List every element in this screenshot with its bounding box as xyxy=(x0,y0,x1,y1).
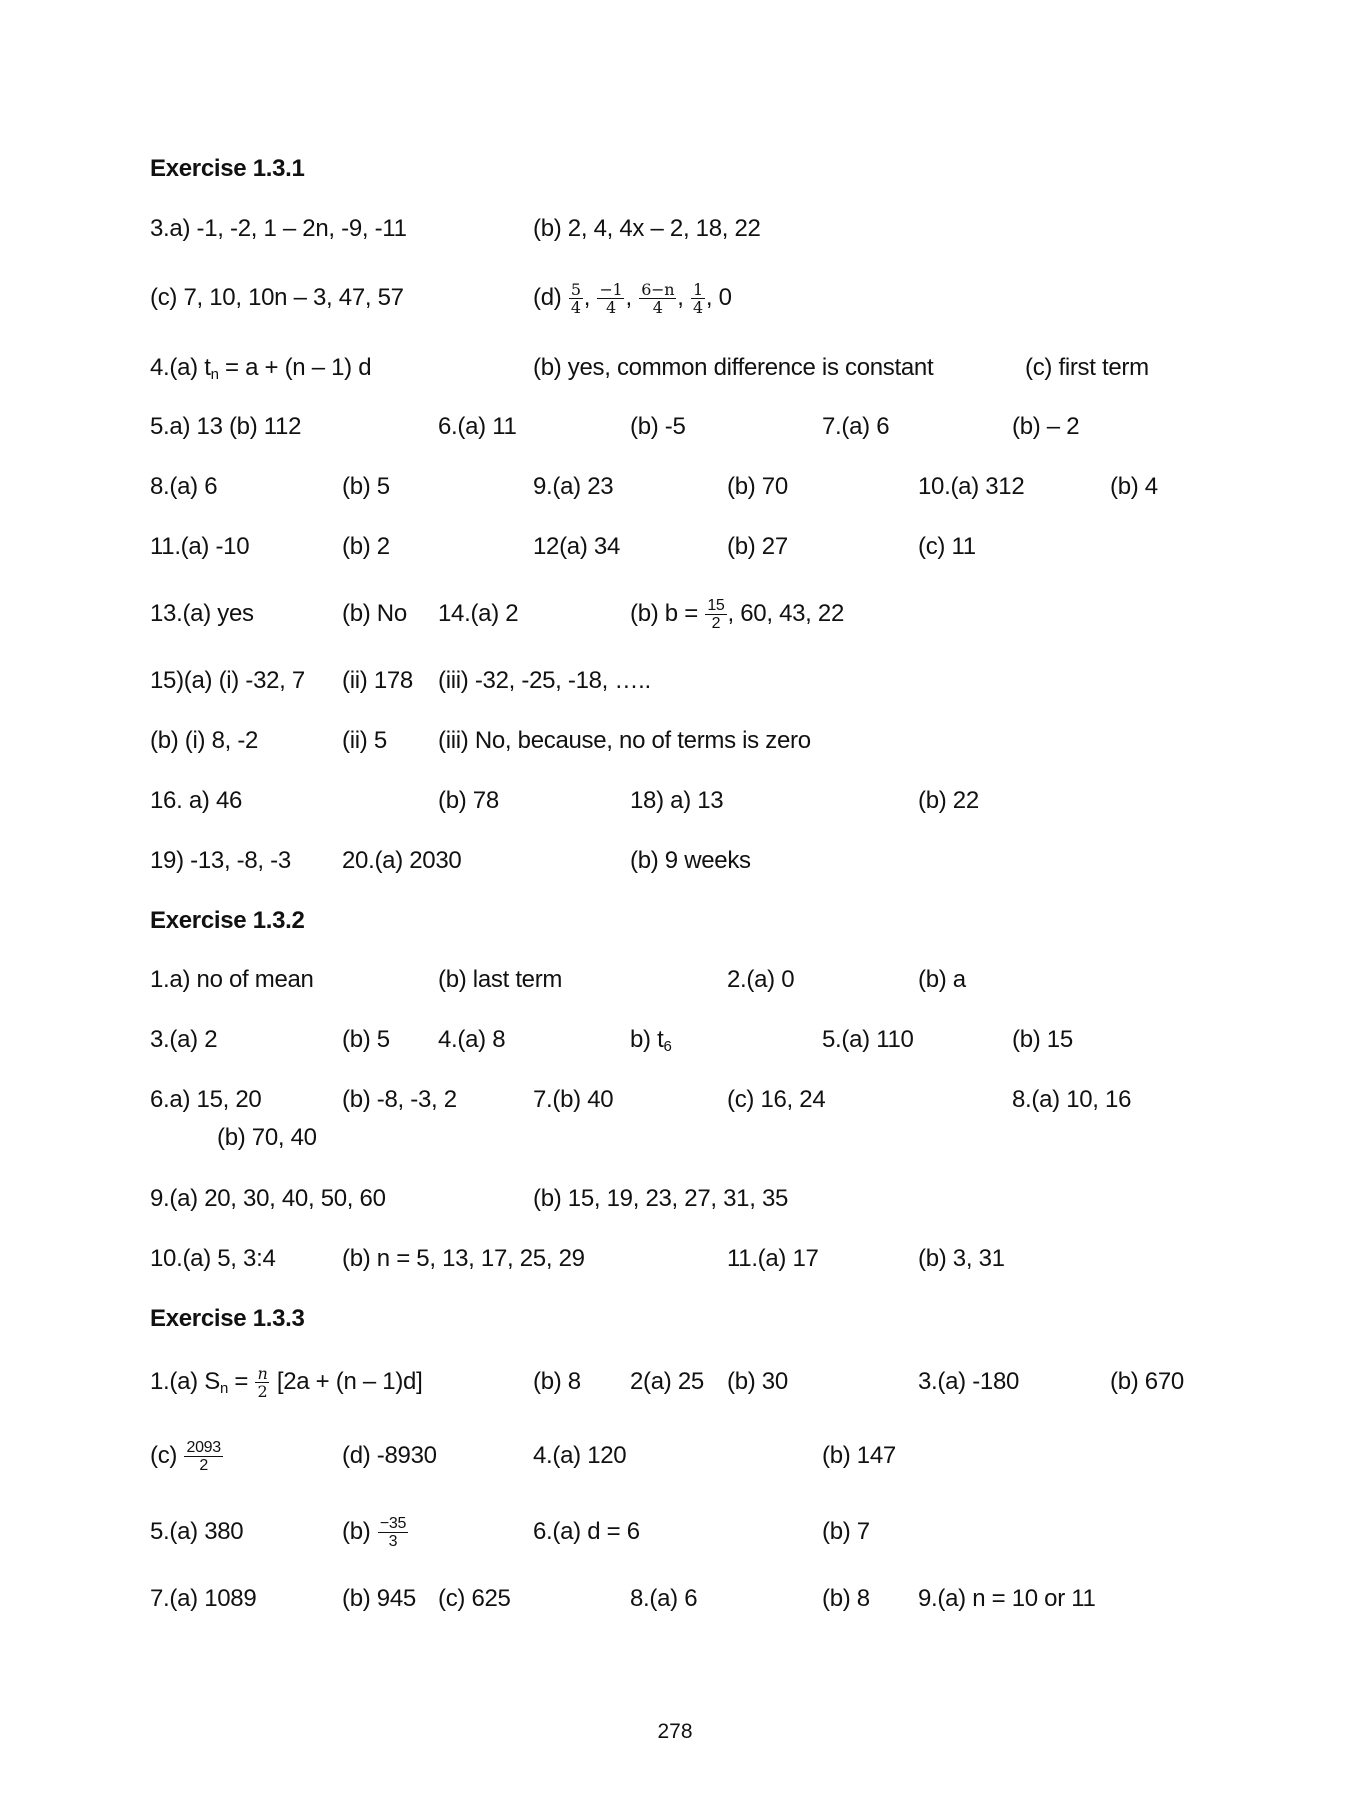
answer-9a: 9.(a) n = 10 or 11 xyxy=(918,1585,1096,1612)
answer-1a: 1.(a) $S_n$ = $\frac{n}{2}$ [2a + (n – 1)d] xyxy=(150,1364,423,1402)
answer-10a: 10.(a) 312 xyxy=(918,473,1025,500)
answer-7b: (b) 945 xyxy=(342,1585,416,1612)
answer-2b: (b) 30 xyxy=(727,1368,788,1395)
answer-10a: 10.(a) 5, 3:4 xyxy=(150,1245,276,1272)
answer-3b: (b) 2, 4, 4x – 2, 18, 22 xyxy=(533,215,761,242)
answer-11a: 11.(a) -10 xyxy=(150,533,250,560)
answer-14b: (b) b = $\frac{15}{2}$ , 60, 43, 22 xyxy=(630,597,845,633)
answer-20b: (b) 9 weeks xyxy=(630,847,751,874)
answer-10b: (b) 4 xyxy=(1110,473,1158,500)
answer-11a: 11.(a) 17 xyxy=(727,1245,819,1272)
answer-3a: 3.(a) -180 xyxy=(918,1368,1020,1395)
answer-13b: (b) No xyxy=(342,600,407,627)
answer-8b: (b) 8 xyxy=(822,1585,870,1612)
answer-15a-iii: (iii) -32, -25, -18, ….. xyxy=(438,667,651,694)
answer-12a: 12(a) 34 xyxy=(533,533,620,560)
answer-4b: (b) yes, common difference is constant xyxy=(533,354,934,381)
answer-19: 19) -13, -8, -3 xyxy=(150,847,291,874)
answer-3b: (b) 5 xyxy=(342,1026,390,1053)
fraction: $\frac{-1}{4}$ xyxy=(599,280,623,318)
section-title-1-3-1: Exercise 1.3.1 xyxy=(150,155,305,182)
answer-7b: 7.(b) 40 xyxy=(533,1086,614,1113)
answer-1a: 1.a) no of mean xyxy=(150,966,314,993)
answer-15a-ii: (ii) 178 xyxy=(342,667,413,694)
answer-6b: (b) 7 xyxy=(822,1518,870,1545)
answer-15b-iii: (iii) No, because, no of terms is zero xyxy=(438,727,811,754)
answer-12c: (c) 11 xyxy=(918,533,976,560)
answer-5a: 5.(a) 110 xyxy=(822,1026,914,1053)
answer-4a: 4.(a) 120 xyxy=(533,1442,627,1469)
answer-3d-label: (d) xyxy=(533,284,562,311)
fraction: $\frac{2093}{2}$ xyxy=(186,1439,221,1475)
answer-8a: 8.(a) 6 xyxy=(630,1585,698,1612)
answer-4b: b) $t_6$ xyxy=(630,1026,672,1055)
answer-2b: (b) a xyxy=(918,966,966,993)
fraction: $\frac{-35}{3}$ xyxy=(379,1515,407,1551)
answer-16b: (b) 78 xyxy=(438,787,499,814)
answer-1c: (c) $\frac{2093}{2}$ xyxy=(150,1439,221,1475)
answer-6a: 6.(a) 11 xyxy=(438,413,517,440)
answer-3a: 3.a) -1, -2, 1 – 2n, -9, -11 xyxy=(150,215,407,242)
answer-13a: 13.(a) yes xyxy=(150,600,254,627)
answer-9a: 9.(a) 20, 30, 40, 50, 60 xyxy=(150,1185,386,1212)
answer-7c: (c) 16, 24 xyxy=(727,1086,826,1113)
answer-7b: (b) – 2 xyxy=(1012,413,1080,440)
answer-5a: 5.(a) 380 xyxy=(150,1518,244,1545)
answer-1d: (d) -8930 xyxy=(342,1442,437,1469)
answer-12b: (b) 27 xyxy=(727,533,788,560)
answer-11b: (b) 2 xyxy=(342,533,390,560)
answer-2a: 2.(a) 0 xyxy=(727,966,795,993)
answer-15b-ii: (ii) 5 xyxy=(342,727,387,754)
fraction: $\frac{15}{2}$ xyxy=(707,597,725,633)
answer-9b: (b) 15, 19, 23, 27, 31, 35 xyxy=(533,1185,789,1212)
answer-15b-i: (b) (i) 8, -2 xyxy=(150,727,259,754)
answer-4b: (b) 147 xyxy=(822,1442,896,1469)
answer-18a: 18) a) 13 xyxy=(630,787,724,814)
answer-18b: (b) 22 xyxy=(918,787,979,814)
answer-9a: 9.(a) 23 xyxy=(533,473,614,500)
answer-9b: (b) 70 xyxy=(727,473,788,500)
answer-8a: 8.(a) 6 xyxy=(150,473,218,500)
answer-3b: (b) 670 xyxy=(1110,1368,1184,1395)
answer-8b: (b) 5 xyxy=(342,473,390,500)
answer-6b: (b) -8, -3, 2 xyxy=(342,1086,457,1113)
answer-5b: (b) 15 xyxy=(1012,1026,1073,1053)
answer-8b: (b) 70, 40 xyxy=(217,1124,317,1151)
section-title-1-3-2: Exercise 1.3.2 xyxy=(150,907,305,934)
answer-2a: 2(a) 25 xyxy=(630,1368,704,1395)
answer-7a: 7.(a) 6 xyxy=(822,413,890,440)
answer-6b: (b) -5 xyxy=(630,413,686,440)
page-number: 278 xyxy=(657,1720,693,1743)
answer-6a: 6.a) 15, 20 xyxy=(150,1086,262,1113)
answer-20a: 20.(a) 2030 xyxy=(342,847,462,874)
answer-3c: (c) 7, 10, 10n – 3, 47, 57 xyxy=(150,284,404,311)
answer-7c: (c) 625 xyxy=(438,1585,511,1612)
answer-1b: (b) last term xyxy=(438,966,563,993)
fraction: $\frac{1}{4}$ xyxy=(692,280,703,318)
answer-4a: 4.(a) 8 xyxy=(438,1026,506,1053)
answer-10b: (b) n = 5, 13, 17, 25, 29 xyxy=(342,1245,585,1272)
section-title-1-3-3: Exercise 1.3.3 xyxy=(150,1305,305,1332)
answer-6a: 6.(a) d = 6 xyxy=(533,1518,640,1545)
answer-3d: (d) $\frac{5}{4}$ , $\frac{-1}{4}$ , $\frac{6-n}{4}$ , $\frac{1}{4}$ , 0 xyxy=(533,280,732,318)
answer-7a: 7.(a) 1089 xyxy=(150,1585,257,1612)
answer-14a: 14.(a) 2 xyxy=(438,600,519,627)
fraction: $\frac{6-n}{4}$ xyxy=(641,280,675,318)
answer-15a-i: 15)(a) (i) -32, 7 xyxy=(150,667,305,694)
answer-5b: (b) $\frac{-35}{3}$ xyxy=(342,1515,407,1551)
answer-4a: 4.(a) $t_n = a + (n - 1)$ d xyxy=(150,354,372,383)
fraction: $\frac{5}{4}$ xyxy=(570,280,581,318)
answer-11b: (b) 3, 31 xyxy=(918,1245,1005,1272)
answer-4c: (c) first term xyxy=(1025,354,1149,381)
fraction: $\frac{n}{2}$ xyxy=(257,1364,268,1402)
answer-16a: 16. a) 46 xyxy=(150,787,243,814)
answer-3a: 3.(a) 2 xyxy=(150,1026,218,1053)
answer-1b: (b) 8 xyxy=(533,1368,581,1395)
answer-8a: 8.(a) 10, 16 xyxy=(1012,1086,1132,1113)
answer-5: 5.a) 13 (b) 112 xyxy=(150,413,302,440)
